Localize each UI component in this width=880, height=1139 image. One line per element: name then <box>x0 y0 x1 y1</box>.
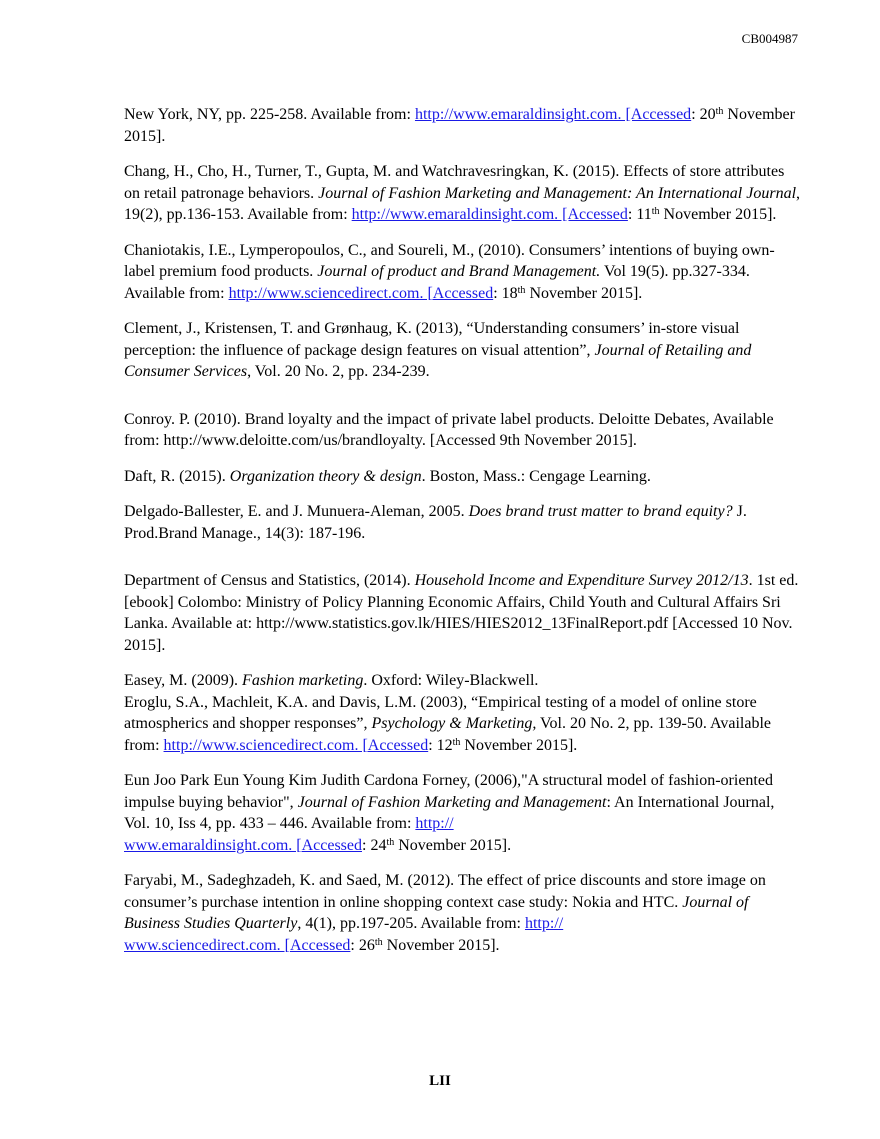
reference-entry <box>124 870 804 956</box>
reference-entry <box>124 501 804 544</box>
ref-text: : 18 <box>493 284 518 302</box>
reference-entry <box>124 692 804 757</box>
ref-text: Easey, M. (2009). <box>124 672 243 689</box>
ref-superscript: th <box>517 284 526 296</box>
ref-journal: Journal of product and Brand Management. <box>317 263 601 280</box>
reference-entry <box>124 670 804 692</box>
ref-book-title: Fashion marketing <box>242 672 364 689</box>
ref-text: . 1st ed. [ebook] Colombo: Ministry of Policy Planning Economic Affairs, Child Youth and Cultural Affairs Sri Lanka. Available at: http://www.statistics.gov.lk/HIES/HIES2012_13FinalReport.pdf [Accessed 10 Nov. 2015]. <box>124 572 799 654</box>
ref-link[interactable]: http://www.emaraldinsight.com. [Accessed <box>351 206 628 223</box>
ref-link[interactable]: http:// <box>415 815 454 832</box>
ref-text: Vol 19(5). pp.327-334. Available from: <box>124 263 750 302</box>
ref-link[interactable]: http:// <box>524 915 564 932</box>
ref-title: Does brand trust matter to brand equity? <box>468 503 733 520</box>
ref-text: Eroglu, S.A., Machleit, K.A. and Davis, L.M. (2003), “Empirical testing of a model of online store atmospherics and shopper responses”, <box>124 693 757 732</box>
ref-text: Eun Joo Park Eun Young Kim Judith Cardona Forney, (2006),"A structural model of fashion-oriented impulse buying behavior", <box>124 772 773 811</box>
ref-text: November 2015]. <box>382 936 500 954</box>
ref-text: Daft, R. (2015). <box>124 467 230 485</box>
reference-entry <box>124 104 804 147</box>
ref-link[interactable]: http://www.sciencedirect.com. [Accessed <box>163 736 429 754</box>
ref-text: , 4(1), pp.197-205. Available from: <box>297 915 525 932</box>
ref-text: Conroy. P. (2010). Brand loyalty and the impact of private label products. Deloitte Debates, Available from: http://www.deloitte.com/us/brandloyalty. [Accessed 9th November 2015]. <box>124 410 774 449</box>
ref-text: : 11 <box>627 206 652 223</box>
ref-book-title: Organization theory & design <box>229 467 422 485</box>
reference-entry <box>124 466 804 488</box>
ref-superscript: th <box>651 206 660 217</box>
ref-text: November 2015]. <box>460 736 578 754</box>
ref-link[interactable]: www.emaraldinsight.com. [Accessed <box>124 836 362 854</box>
ref-superscript: th <box>386 836 395 848</box>
ref-text: . Oxford: Wiley-Blackwell. <box>363 672 539 689</box>
ref-journal: Journal of Fashion Marketing and Management <box>297 793 607 811</box>
reference-list <box>124 104 804 970</box>
ref-journal: Journal of Fashion Marketing and Management: An International Journal <box>318 184 797 202</box>
ref-text: Delgado-Ballester, E. and J. Munuera-Aleman, 2005. <box>124 503 469 520</box>
reference-entry <box>124 770 804 856</box>
reference-entry <box>124 570 804 656</box>
ref-superscript: th <box>715 106 724 117</box>
ref-text: Vol. 20 No. 2, pp. 139-50. Available from: <box>124 715 771 754</box>
ref-link[interactable]: http://www.emaraldinsight.com. [Accessed <box>414 106 692 123</box>
ref-text: Clement, J., Kristensen, T. and Grønhaug, K. (2013), “Understanding consumers’ in-store visual perception: the influence of package design features on visual attention”, <box>124 320 740 359</box>
ref-text: November 2015]. <box>525 284 643 302</box>
ref-text: New York, NY, pp. 225-258. Available from: <box>124 106 415 123</box>
ref-text: J. Prod.Brand Manage., 14(3): 187-196. <box>124 503 747 542</box>
reference-entry <box>124 318 804 383</box>
ref-text: November 2015]. <box>659 206 777 223</box>
ref-text: : An International Journal, Vol. 10, Iss 4, pp. 433 – 446. Available from: <box>124 793 775 832</box>
ref-superscript: th <box>374 936 383 948</box>
ref-text: , 19(2), pp.136-153. Available from: <box>124 184 801 223</box>
ref-text: : 12 <box>428 736 453 754</box>
ref-title: Household Income and Expenditure Survey 2012/13 <box>414 572 749 589</box>
ref-text: . Boston, Mass.: Cengage Learning. <box>421 467 651 485</box>
ref-text: November 2015]. <box>394 836 512 854</box>
document-id: CB004987 <box>741 31 798 46</box>
reference-entry <box>124 409 804 452</box>
page-number: LII <box>429 1073 451 1089</box>
reference-entry <box>124 161 804 226</box>
ref-text: November 2015]. <box>124 106 795 145</box>
ref-journal: Psychology & Marketing, <box>371 715 537 732</box>
ref-text: : 26 <box>350 936 375 954</box>
ref-text: , Vol. 20 No. 2, pp. 234-239. <box>247 363 430 380</box>
ref-link[interactable]: http://www.sciencedirect.com. [Accessed <box>228 284 494 302</box>
ref-text: Department of Census and Statistics, (2014). <box>124 572 415 589</box>
ref-superscript: th <box>452 736 461 748</box>
ref-journal: Journal of Retailing and Consumer Services <box>124 341 752 380</box>
ref-text: Chaniotakis, I.E., Lymperopoulos, C., and Soureli, M., (2010). Consumers’ intentions of buying own-label premium food products. <box>124 241 775 280</box>
ref-text: : 20 <box>691 106 716 123</box>
ref-text: Faryabi, M., Sadeghzadeh, K. and Saed, M. (2012). The effect of price discounts and store image on consumer’s purchase intention in online shopping context case study: Nokia and HTC. <box>124 872 766 911</box>
reference-entry <box>124 240 804 305</box>
ref-journal: Journal of Business Studies Quarterly <box>124 893 749 932</box>
ref-text: Chang, H., Cho, H., Turner, T., Gupta, M. and Watchravesringkan, K. (2015). Effects of store attributes on retail patronage behaviors. <box>124 163 785 202</box>
ref-link[interactable]: www.sciencedirect.com. [Accessed <box>124 936 351 954</box>
ref-text: : 24 <box>362 836 387 854</box>
